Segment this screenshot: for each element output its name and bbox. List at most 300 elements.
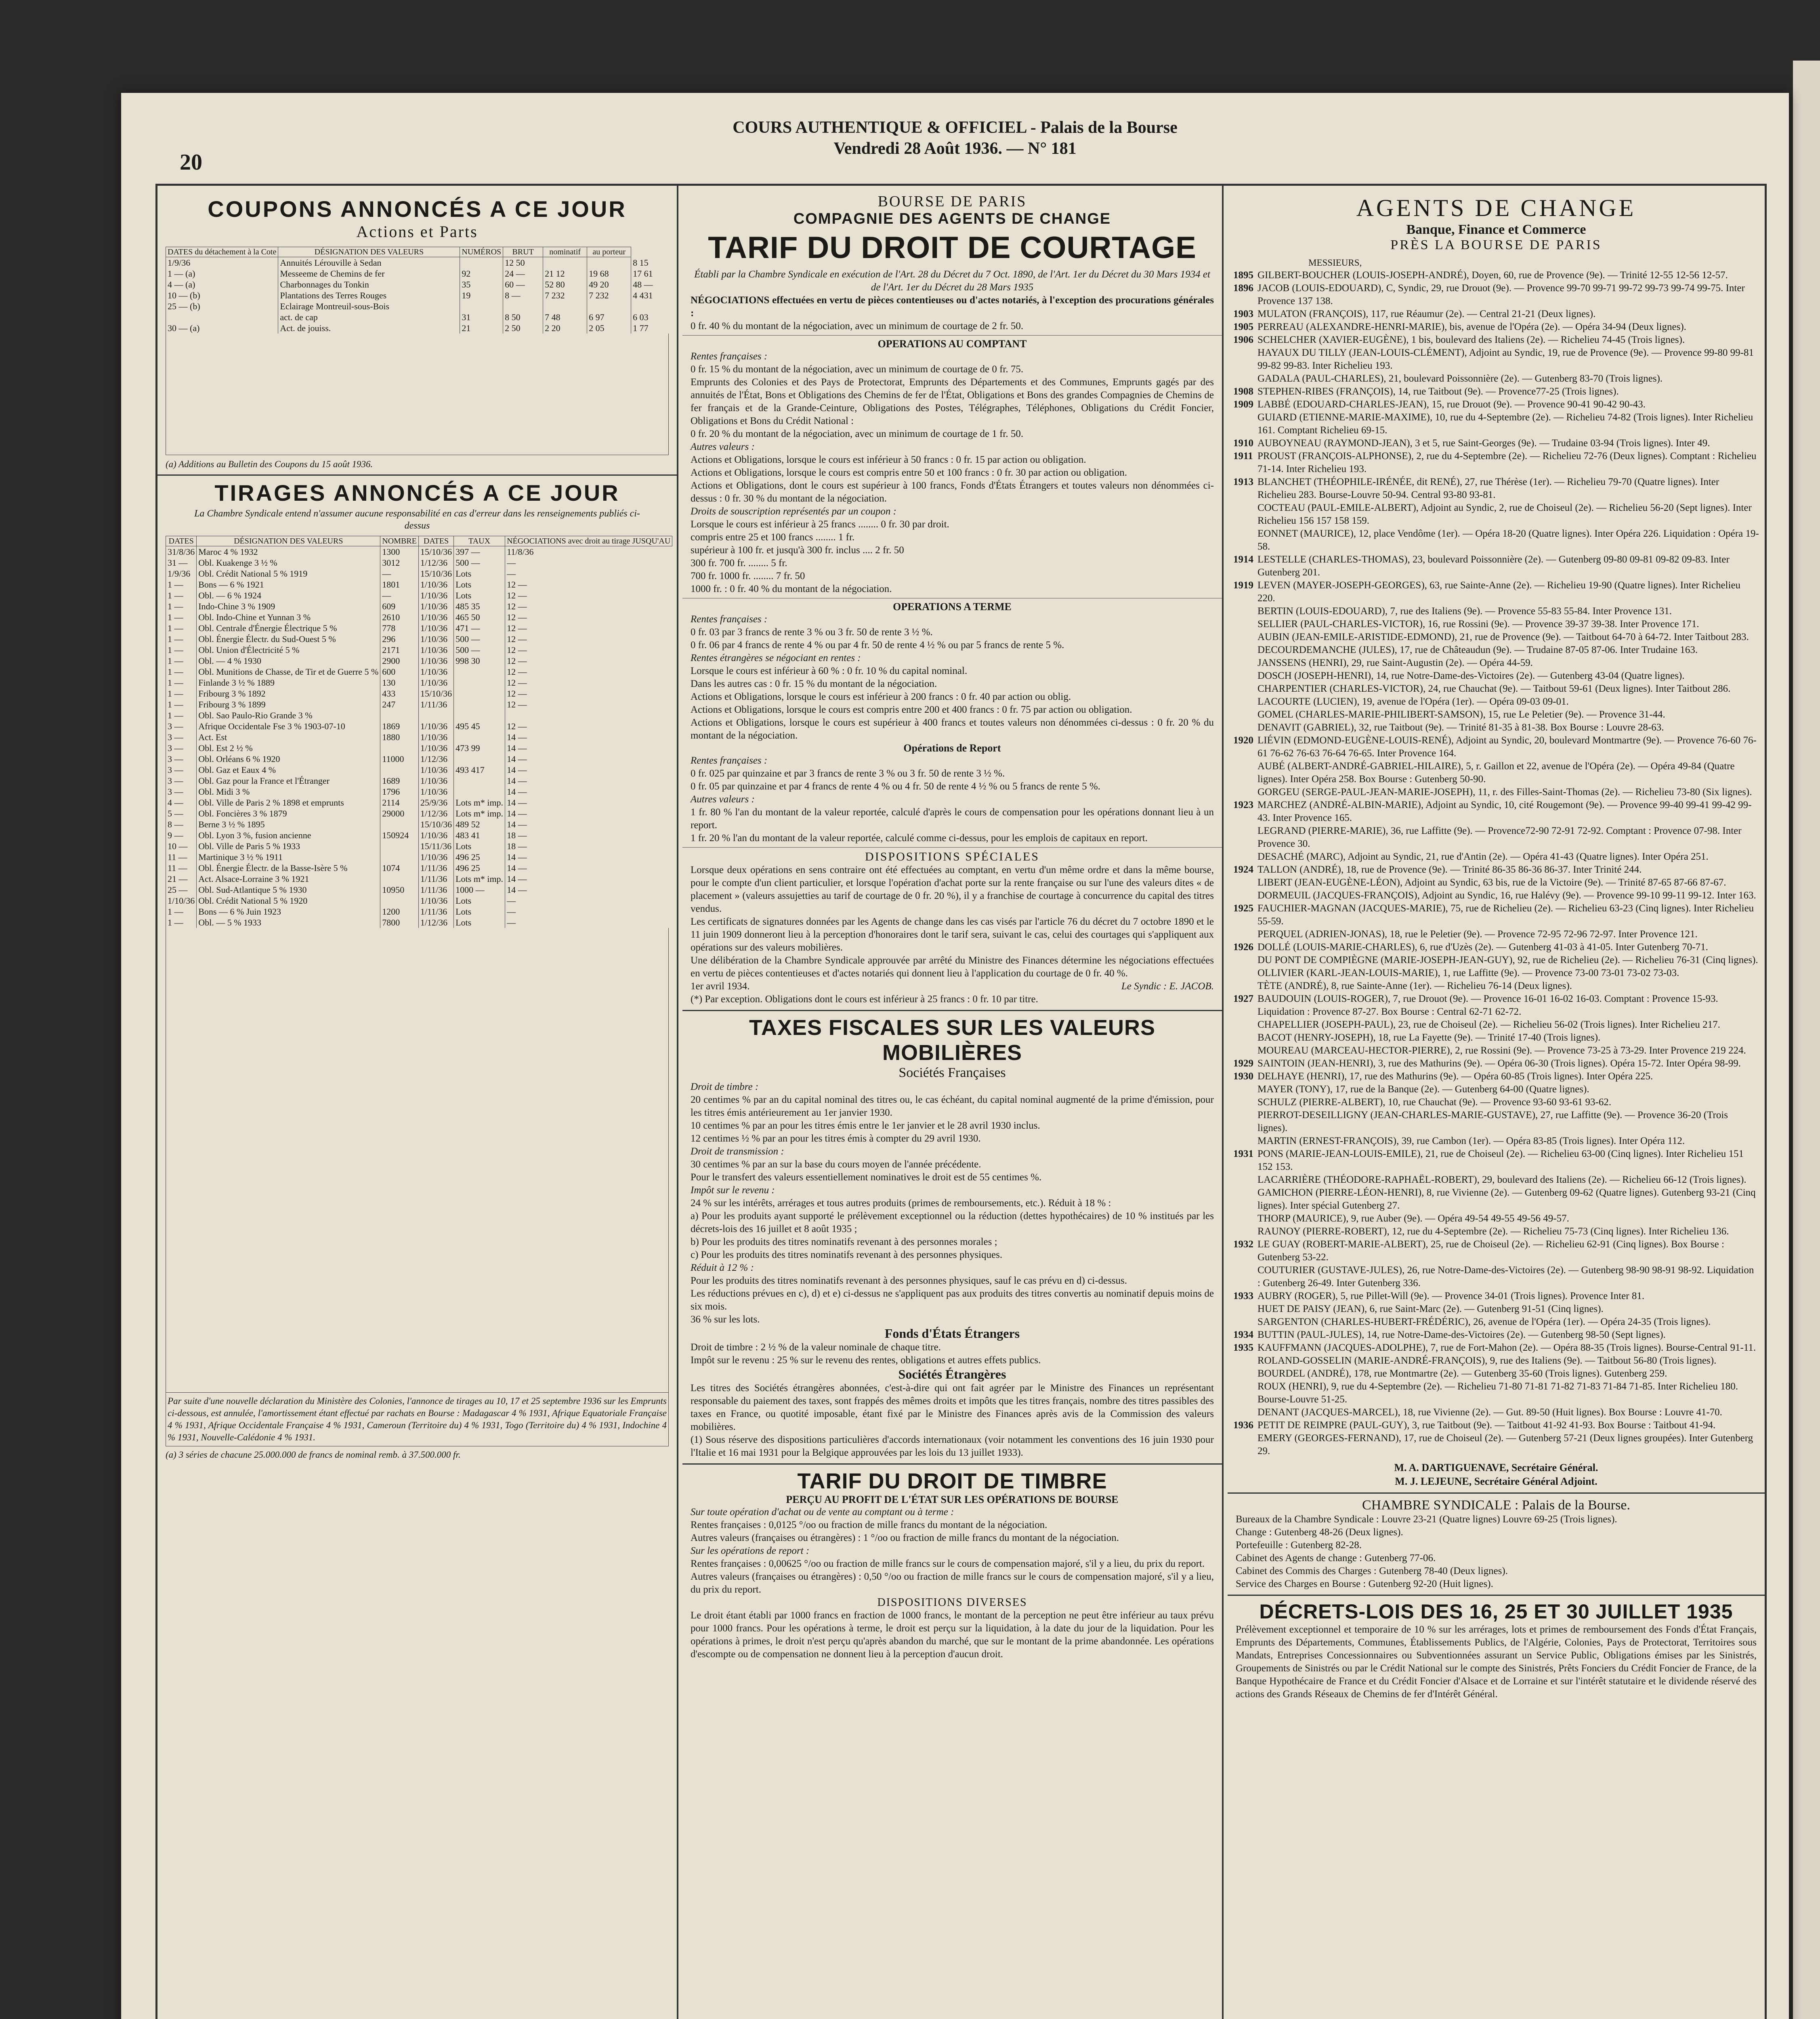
table-row	[166, 797, 672, 808]
agent-entry	[1233, 269, 1759, 282]
agent-details: ROLAND-GOSSELIN (MARIE-ANDRÉ-FRANÇOIS), 9, rue des Italiens (9e). — Taitbout 56-80 (Trois lignes).	[1257, 1355, 1717, 1366]
text-line: Portefeuille : Gutenberg 82-28.	[1236, 1540, 1362, 1551]
table-cell	[454, 775, 505, 786]
agent-entry	[1233, 941, 1759, 954]
table-cell: 1/10/36	[418, 612, 453, 623]
agent-entry	[1233, 1316, 1759, 1329]
table-cell: Obl. — 5 % 1933	[197, 917, 380, 928]
agent-details: EONNET (MAURICE), 12, place Vendôme (1er). — Opéra 18-20 (Quatre lignes). Inter Opéra 226. Liquidation : Opéra 19-58.	[1257, 528, 1759, 552]
agent-year	[1233, 708, 1257, 721]
table-cell: 1/11/36	[418, 863, 453, 873]
table-row	[166, 775, 672, 786]
agent-entry	[1233, 553, 1759, 579]
table-cell: 14 —	[505, 797, 672, 808]
agent-entry	[1233, 1173, 1759, 1186]
agent-details: LEVEN (MAYER-JOSEPH-GEORGES), 63, rue Sainte-Anne (2e). — Richelieu 19-90 (Quatre lignes). Inter Richelieu 220.	[1257, 580, 1741, 604]
agent-details: PONS (MARIE-JEAN-LOUIS-EMILE), 21, rue de Choiseul (2e). — Richelieu 63-00 (Cinq lignes). Inter Richelieu 151 152 153.	[1257, 1148, 1744, 1172]
table-cell: 1 —	[166, 634, 197, 644]
agent-details: MULATON (FRANÇOIS), 117, rue Réaumur (2e). — Central 21-21 (Deux lignes).	[1257, 309, 1596, 319]
table-cell	[587, 301, 631, 312]
agent-details: JACOB (LOUIS-EDOUARD), C, Syndic, 29, rue Drouot (9e). — Provence 99-70 99-71 99-72 99-73 99-74 99-75. Inter Provence 137 138.	[1257, 283, 1745, 306]
table-cell	[454, 732, 505, 743]
table-cell	[166, 312, 278, 323]
agent-year: 1905	[1233, 321, 1253, 332]
table-cell: 18 —	[505, 841, 672, 852]
table-cell: 11/8/36	[505, 546, 672, 558]
agent-details: SCHELCHER (XAVIER-EUGÈNE), 1 bis, boulevard des Italiens (2e). — Richelieu 74-45 (Trois lignes).	[1257, 334, 1685, 345]
table-cell: 609	[380, 601, 419, 612]
agent-year: 1910	[1233, 438, 1253, 449]
table-row	[166, 666, 672, 677]
table-cell: Obl. Énergie Électr. de la Basse-Isère 5 %	[197, 863, 380, 873]
agent-entry	[1233, 734, 1759, 760]
table-cell: Lots	[454, 906, 505, 917]
table-cell	[454, 786, 505, 797]
table-cell: Fribourg 3 % 1899	[197, 699, 380, 710]
agent-entry	[1233, 1432, 1759, 1458]
agent-details: PERREAU (ALEXANDRE-HENRI-MARIE), bis, avenue de l'Opéra (2e). — Opéra 34-94 (Deux lignes).	[1257, 321, 1686, 332]
agent-entry	[1233, 863, 1759, 876]
table-cell: 1 —	[166, 906, 197, 917]
table-row	[166, 852, 672, 863]
agent-year	[1233, 850, 1257, 863]
table-cell: —	[505, 557, 672, 568]
table-cell: 1/10/36	[418, 590, 453, 601]
table-cell: 1/10/36	[418, 623, 453, 634]
tirages-table	[166, 536, 672, 928]
agent-entry	[1233, 876, 1759, 889]
table-cell: 1/11/36	[418, 884, 453, 895]
agent-entry	[1233, 385, 1759, 398]
agent-year	[1233, 1096, 1257, 1109]
text-line: 12 centimes ½ % par an pour les titres émis à compter du 29 avril 1930.	[691, 1133, 981, 1144]
taxes-etr4: (1) Sous réserve des dispositions particulières d'accords internationaux (voir notamment les conventions des 16 juin 1930 pour l'Italie et 16 mai 1931 pour la Belgique approuvées par les lois du 13 juillet 1933).	[691, 1434, 1214, 1458]
table-cell: 21 —	[166, 873, 197, 884]
agent-year	[1233, 1135, 1257, 1148]
table-cell: 500 —	[454, 634, 505, 644]
table-cell: 1/10/36	[418, 852, 453, 863]
text-line: 36 % sur les lots.	[691, 1314, 760, 1325]
agents-sub2: PRÈS LA BOURSE DE PARIS	[1390, 237, 1602, 252]
text-line: Lorsque le cours est inférieur à 60 % : 0 fr. 10 % du capital nominal.	[691, 665, 968, 676]
agent-entry	[1233, 334, 1759, 346]
table-cell: Obl. Centrale d'Énergie Électrique 5 %	[197, 623, 380, 634]
agent-entry	[1233, 1057, 1759, 1070]
agent-details: DECOURDEMANCHE (JULES), 17, rue de Châteaudun (9e). — Trudaine 87-05 87-06. Inter Trudaine 163.	[1257, 644, 1698, 655]
table-cell: 2 50	[503, 323, 543, 334]
taxes-etr3: Les titres des Sociétés étrangères abonnées, c'est-à-dire qui ont fait agréer par le Ministre des Finances un représentant responsable du paiement des taxes, sont frappés des mêmes droits et impôts que les titres français, nombre des titres passibles des taxes en France, ou quotité imposable, étant fixé par le Ministre des Finances après avis de la Commission des valeurs mobilières.	[691, 1383, 1214, 1432]
agent-year: 1929	[1233, 1058, 1253, 1069]
agent-details: GAMICHON (PIERRE-LÉON-HENRI), 8, rue Vivienne (2e). — Gutenberg 09-62 (Quatre lignes). Gutenberg 93-21 (Cinq lignes). Inter spécial Gutenberg 27.	[1257, 1187, 1756, 1211]
table-cell: 8 15	[631, 257, 669, 269]
chambre-lines	[1228, 1513, 1765, 1591]
table-cell: 12 —	[505, 699, 672, 710]
report-lines	[682, 754, 1222, 845]
agent-entry	[1233, 1186, 1759, 1212]
agent-details: HUET DE PAISY (JEAN), 6, rue Saint-Marc (2e). — Gutenberg 91-51 (Cinq lignes).	[1257, 1303, 1604, 1314]
agent-entry	[1233, 1096, 1759, 1109]
agent-year	[1233, 1406, 1257, 1419]
text-line: Emprunts des Colonies et des Pays de Protectorat, Emprunts des Départements et des Communes, Emprunts gagés par des annuités de l'État, Bons et Obligations des Chemins de fer de l'État, Obligations et Bons des grandes Compagnies de Chemins de fer français et de la Grande-Ceinture, Obligations des Postes, Télégraphes, Téléphones, Obligations du Crédit Foncier, Obligations et Bons du Crédit National :	[691, 377, 1214, 426]
agent-details: LACARRIÈRE (THÉODORE-RAPHAËL-ROBERT), 29, boulevard des Italiens (2e). — Richelieu 66-12 (Trois lignes).	[1257, 1174, 1747, 1185]
table-cell: 12 —	[505, 721, 672, 732]
agent-year	[1233, 1083, 1257, 1096]
table-cell: 247	[380, 699, 419, 710]
table-cell: 1/10/36	[166, 895, 197, 906]
table-cell: 15/10/36	[418, 546, 453, 558]
table-row	[166, 764, 672, 775]
table-cell: 7 48	[543, 312, 587, 323]
table-cell: 6 97	[587, 312, 631, 323]
comptant-lines	[682, 350, 1222, 596]
table-cell: Messeeme de Chemins de fer	[278, 268, 460, 279]
table-cell: 60 —	[503, 279, 543, 290]
sec-terme: OPERATIONS A TERME	[893, 601, 1012, 613]
table-cell: 473 99	[454, 743, 505, 753]
timbre-title: TARIF DU DROIT DE TIMBRE	[797, 1469, 1107, 1493]
table-row	[166, 279, 669, 290]
agent-entry	[1233, 1109, 1759, 1135]
tirages-table-continuation	[166, 928, 669, 1392]
agent-details: PETIT DE REIMPRE (PAUL-GUY), 3, rue Taitbout (9e). — Taitbout 41-92 41-93. Box Bourse : Taitbout 41-94.	[1257, 1420, 1716, 1431]
table-cell: Obl. Gaz pour la France et l'Étranger	[197, 775, 380, 786]
text-line: Actions et Obligations, lorsque le cours est compris entre 50 et 100 francs : 0 fr. 30 par action ou obligation.	[691, 467, 1127, 478]
text-line: 30 centimes % par an sur la base du cours moyen de l'année précédente.	[691, 1159, 981, 1170]
table-cell: Obl. Gaz et Eaux 4 %	[197, 764, 380, 775]
table-cell: 1300	[380, 546, 419, 558]
table-cell: 3 —	[166, 786, 197, 797]
column-agents	[1228, 184, 1765, 2019]
agent-details: LEGRAND (PIERRE-MARIE), 36, rue Laffitte (9e). — Provence72-90 72-91 72-92. Comptant : Provence 07-98. Inter Provence 30.	[1257, 825, 1742, 849]
coupons-table-wrap	[166, 247, 669, 470]
column-tarifs	[682, 184, 1224, 2019]
text-line: Change : Gutenberg 48-26 (Deux lignes).	[1236, 1527, 1403, 1538]
table-cell	[454, 710, 505, 721]
table-cell: Lots m* imp.	[454, 808, 505, 819]
table-row	[166, 895, 672, 906]
table-cell: 12 —	[505, 634, 672, 644]
text-line: Bureaux de la Chambre Syndicale : Louvre 23-21 (Quatre lignes) Louvre 69-25 (Trois lignes).	[1236, 1514, 1617, 1525]
agent-entry	[1233, 618, 1759, 631]
sec-comptant: OPERATIONS AU COMPTANT	[877, 338, 1027, 350]
agent-entry	[1233, 321, 1759, 334]
decrets-text: Prélèvement exceptionnel et temporaire de 10 % sur les arrérages, lots et primes de remboursement des Fonds d'État Français, Emprunts des Départements, Communes, Établissements Publics, de l'Algérie, Colonies, Pays de Protectorat, Territoires sous Mandats, Entreprises Concessionnaires ou Subventionnées assurant un Service Public, Obligations émises par les Sinistrés, Groupements de Sinistrés ou par le Crédit National sur le compte des Sinistrés, Prêts Fonciers du Crédit Foncier de France, de la Banque Hypothécaire de France et du Crédit Foncier d'Alsace et de Lorraine et sur l'intérêt statutaire et le dividende réservé des actions des Grands Réseaux de Chemins de fer d'Intérêt Général.	[1236, 1624, 1757, 1700]
agent-details: MARTIN (ERNEST-FRANÇOIS), 39, rue Cambon (1er). — Opéra 83-85 (Trois lignes). Inter Opéra 112.	[1257, 1135, 1685, 1146]
agent-entry	[1233, 450, 1759, 476]
agent-entry	[1233, 670, 1759, 682]
text-line: Droits de souscription représentés par un coupon :	[691, 506, 896, 517]
agent-details: AUBRY (ROGER), 5, rue Pillet-Will (9e). — Provence 34-01 (Trois lignes). Provence Inter 81.	[1257, 1291, 1645, 1301]
agent-entry	[1233, 644, 1759, 657]
text-line: supérieur à 100 fr. et jusqu'à 300 fr. inclus .... 2 fr. 50	[691, 545, 904, 556]
agent-details: GUIARD (ETIENNE-MARIE-MAXIME), 10, rue du 4-Septembre (2e). — Richelieu 74-82 (Trois lignes). Inter Richelieu 161. Comptant Richelieu 69-15.	[1257, 412, 1753, 436]
agent-details: BERTIN (LOUIS-EDOUARD), 7, rue des Italiens (9e). — Provence 55-83 55-84. Inter Provence 131.	[1257, 606, 1672, 617]
table-cell: Plantations des Terres Rouges	[278, 290, 460, 301]
text-line: 0 fr. 20 % du montant de la négociation, avec un minimum de courtage de 1 fr. 50.	[691, 428, 1024, 439]
col-porteur: au porteur	[587, 247, 631, 257]
table-cell: 7 232	[543, 290, 587, 301]
table-cell	[460, 301, 503, 312]
agent-entry	[1233, 1044, 1759, 1057]
table-cell: 1 —	[166, 579, 197, 590]
table-cell: 12 —	[505, 590, 672, 601]
agent-details: PIERROT-DESEILLIGNY (JEAN-CHARLES-MARIE-GUSTAVE), 27, rue Laffitte (9e). — Provence 36-20 (Trois lignes).	[1257, 1110, 1728, 1133]
agent-details: OLLIVIER (KARL-JEAN-LOUIS-MARIE), 1, rue Laffitte (9e). — Provence 73-00 73-01 73-02 73-03.	[1257, 968, 1679, 978]
table-cell: Lots m* imp.	[454, 873, 505, 884]
agent-year	[1233, 1380, 1257, 1406]
text-line: Sur les opérations de report :	[691, 1545, 810, 1556]
agent-year: 1908	[1233, 386, 1253, 397]
agent-entry	[1233, 398, 1759, 411]
table-cell	[543, 301, 587, 312]
table-cell: 17 61	[631, 268, 669, 279]
agent-year: 1913	[1233, 476, 1253, 487]
table-cell: 1/10/36	[418, 677, 453, 688]
coupons-table	[166, 247, 669, 334]
agent-details: LESTELLE (CHARLES-THOMAS), 23, boulevard Poissonnière (2e). — Gutenberg 09-80 09-81 09-82 09-83. Inter Gutenberg 201.	[1257, 554, 1730, 578]
table-cell: 495 45	[454, 721, 505, 732]
table-cell: Maroc 4 % 1932	[197, 546, 380, 558]
agent-details: LABBÉ (EDOUARD-CHARLES-JEAN), 15, rue Drouot (9e). — Provence 90-41 90-42 90-43.	[1257, 399, 1646, 410]
table-cell: 1/10/36	[418, 732, 453, 743]
table-cell: 12 —	[505, 655, 672, 666]
agent-year	[1233, 657, 1257, 670]
table-cell: 7800	[380, 917, 419, 928]
table-cell: 1/10/36	[418, 830, 453, 841]
table-cell	[380, 873, 419, 884]
agent-details: BLANCHET (THÉOPHILE-IRÉNÉE, dit RENÉ), 27, rue Thérèse (1er). — Richelieu 79-70 (Quatre lignes). Inter Richelieu 283. Bourse-Louvre 50-94. Central 93-80 93-81.	[1257, 476, 1719, 500]
table-cell: Obl. Lyon 3 %, fusion ancienne	[197, 830, 380, 841]
agent-details: PROUST (FRANÇOIS-ALPHONSE), 2, rue du 4-Septembre (2e). — Richelieu 72-76 (Deux lignes). Comptant : Richelieu 71-14. Inter Richelieu 193.	[1257, 451, 1757, 474]
agent-details: BUTTIN (PAUL-JULES), 14, rue Notre-Dame-des-Victoires (2e). — Gutenberg 98-50 (Sept lignes).	[1257, 1329, 1666, 1340]
agent-year: 1923	[1233, 800, 1253, 810]
table-row	[166, 579, 672, 590]
table-cell: 12 —	[505, 688, 672, 699]
table-cell: Obl. Ville de Paris 2 % 1898 et emprunts	[197, 797, 380, 808]
table-cell: 12 —	[505, 612, 672, 623]
taxes-sub3: Sociétés Étrangères	[898, 1367, 1006, 1381]
table-cell: 1/10/36	[418, 895, 453, 906]
table-cell: Finlande 3 ½ % 1889	[197, 677, 380, 688]
table-cell: 92	[460, 268, 503, 279]
table-cell: 19 68	[587, 268, 631, 279]
table-cell: 1074	[380, 863, 419, 873]
table-cell: Obl. Union d'Électricité 5 %	[197, 644, 380, 655]
table-cell: Act. Alsace-Lorraine 3 % 1921	[197, 873, 380, 884]
taxes-fr-lines	[682, 1081, 1222, 1326]
agent-entry	[1233, 682, 1759, 695]
table-row	[166, 721, 672, 732]
agent-details: AUBÉ (ALBERT-ANDRÉ-GABRIEL-HILAIRE), 5, r. Gaillon et 22, avenue de l'Opéra (2e). — Opéra 49-84 (Quatre lignes). Inter Opéra 258. Box Bourse : Gutenberg 50-90.	[1257, 761, 1735, 785]
agent-year	[1233, 644, 1257, 657]
table-row	[166, 301, 669, 312]
table-cell: Annuités Lérouville à Sedan	[278, 257, 460, 269]
agent-year	[1233, 1018, 1257, 1031]
table-row	[166, 732, 672, 743]
agent-details: DELHAYE (HENRI), 17, rue des Mathurins (9e). — Opéra 60-85 (Trois lignes). Inter Opéra 225.	[1257, 1071, 1653, 1082]
agent-details: DENANT (JACQUES-MARCEL), 18, rue Vivienne (2e). — Gut. 89-50 (Huit lignes). Box Bourse : Louvre 41-70.	[1257, 1407, 1722, 1418]
table-row	[166, 873, 672, 884]
table-cell: Lots	[454, 579, 505, 590]
agent-entry	[1233, 721, 1759, 734]
table-cell: 433	[380, 688, 419, 699]
table-row	[166, 710, 672, 721]
table-cell: 12 50	[503, 257, 543, 269]
agent-year	[1233, 1031, 1257, 1044]
text-line: Actions et Obligations, lorsque le cours est inférieur à 50 francs : 0 fr. 15 par action ou obligation.	[691, 454, 1086, 465]
table-cell: Lots	[454, 895, 505, 906]
table-cell: 21	[460, 323, 503, 334]
tirages-title: TIRAGES ANNONCÉS A CE JOUR	[214, 480, 620, 506]
masthead	[121, 117, 1789, 159]
table-cell: 500 —	[454, 644, 505, 655]
table-cell: 1/10/36	[418, 764, 453, 775]
table-row	[166, 257, 669, 269]
agent-details: MARCHEZ (ANDRÉ-ALBIN-MARIE), Adjoint au Syndic, 10, cité Rougemont (9e). — Provence 99-40 99-41 99-42 99-43. Inter Provence 165.	[1257, 800, 1752, 823]
table-cell: 4 431	[631, 290, 669, 301]
table-cell: Obl. Midi 3 %	[197, 786, 380, 797]
col-negociations: NÉGOCIATIONS avec droit au tirage JUSQU'AU	[505, 536, 672, 546]
table-row	[166, 568, 672, 579]
table-cell: 485 35	[454, 601, 505, 612]
table-cell	[460, 257, 503, 269]
agent-year	[1233, 954, 1257, 967]
agent-entry	[1233, 1070, 1759, 1083]
agent-year	[1233, 1109, 1257, 1135]
table-row	[166, 546, 672, 558]
disp-text-3: Une délibération de la Chambre Syndicale approuvée par arrêté du Ministre des Finances détermine les négociations effectuées en vertu de pièces contentieuses et d'actes notariés qui donnent lieu à l'application du courtage de 0 fr. 40 %.	[691, 955, 1214, 979]
table-cell: 15/10/36	[418, 688, 453, 699]
table-row	[166, 268, 669, 279]
agent-year	[1233, 605, 1257, 618]
secretaire-general: M. A. DARTIGUENAVE, Secrétaire Général.	[1394, 1462, 1598, 1473]
agent-details: TALLON (ANDRÉ), 18, rue de Provence (9e). — Trinité 86-35 86-36 86-37. Inter Trinité 244.	[1257, 864, 1642, 875]
text-line: Impôt sur le revenu :	[691, 1185, 775, 1196]
bourse-negociations: NÉGOCIATIONS effectuées en vertu de pièces contentieuses ou d'actes notariés, à l'exception des procurations générales :	[691, 295, 1214, 319]
table-cell: 2171	[380, 644, 419, 655]
table-cell: 1 —	[166, 699, 197, 710]
table-cell: 1/12/36	[418, 557, 453, 568]
table-row	[166, 601, 672, 612]
agent-entry	[1233, 1406, 1759, 1419]
table-cell: 296	[380, 634, 419, 644]
agent-entry	[1233, 889, 1759, 902]
bourse-signature: Le Syndic : E. JACOB.	[1121, 981, 1214, 992]
table-cell: 12 —	[505, 644, 672, 655]
table-cell: 493 417	[454, 764, 505, 775]
table-cell: 3 —	[166, 753, 197, 764]
table-cell: 1/11/36	[418, 873, 453, 884]
table-cell: 14 —	[505, 819, 672, 830]
table-cell: 11 —	[166, 863, 197, 873]
table-cell: 25/9/36	[418, 797, 453, 808]
text-line: Cabinet des Commis des Charges : Gutenberg 78-40 (Deux lignes).	[1236, 1566, 1508, 1576]
agent-entry	[1233, 1135, 1759, 1148]
agent-details: HAYAUX DU TILLY (JEAN-LOUIS-CLÉMENT), Adjoint au Syndic, 19, rue de Provence (9e). — Provence 99-80 99-81 99-82 99-83. Inter Richelieu 193.	[1257, 347, 1754, 371]
text-line: 1 fr. 20 % l'an du montant de la valeur reportée, calculé comme ci-dessus, pour les emplois de capitaux en report.	[691, 833, 1148, 844]
table-cell: 1/10/36	[418, 666, 453, 677]
coupons-note: (a) Additions au Bulletin des Coupons du 15 août 1936.	[166, 459, 373, 469]
text-line: Réduit à 12 % :	[691, 1262, 754, 1273]
terme-lines	[682, 613, 1222, 742]
table-cell: 31/8/36	[166, 546, 197, 558]
text-line: Service des Charges en Bourse : Gutenberg 92-20 (Huit lignes).	[1236, 1578, 1493, 1589]
page-number: 20	[180, 150, 202, 175]
agent-year: 1927	[1233, 993, 1253, 1004]
agent-year	[1233, 760, 1257, 786]
agent-year	[1233, 502, 1257, 527]
tirages-table-wrap	[166, 536, 669, 1461]
table-cell: 14 —	[505, 764, 672, 775]
table-row	[166, 323, 669, 334]
text-line: 300 fr. 700 fr. ........ 5 fr.	[691, 558, 787, 569]
agent-entry	[1233, 476, 1759, 502]
table-cell: 48 —	[631, 279, 669, 290]
text-line: 24 % sur les intérêts, arrérages et tous autres produits (primes de remboursements, etc.). Réduit à 18 % :	[691, 1198, 1111, 1209]
agent-year: 1926	[1233, 942, 1253, 953]
text-line: Pour les produits des titres nominatifs revenant à des personnes physiques, sauf le cas prévu en d) ci-dessus.	[691, 1275, 1127, 1286]
agent-details: FAUCHIER-MAGNAN (JACQUES-MARIE), 75, rue de Richelieu (2e). — Richelieu 63-23 (Cinq lignes). Inter Richelieu 55-59.	[1257, 903, 1754, 927]
table-row	[166, 677, 672, 688]
timbre-sub: PERÇU AU PROFIT DE L'ÉTAT SUR LES OPÉRATIONS DE BOURSE	[786, 1494, 1119, 1505]
table-cell: 14 —	[505, 852, 672, 863]
table-row	[166, 634, 672, 644]
text-line: Autres valeurs :	[691, 794, 755, 805]
table-cell: Charbonnages du Tonkin	[278, 279, 460, 290]
agent-details: BAUDOUIN (LOUIS-ROGER), 7, rue Drouot (9e). — Provence 16-01 16-02 16-03. Comptant : Provence 15-93. Liquidation : Provence 87-27. Box Bourse : Central 62-71 62-72.	[1257, 993, 1718, 1017]
text-line: Cabinet des Agents de change : Gutenberg 77-06.	[1236, 1553, 1436, 1564]
agent-year	[1233, 1432, 1257, 1458]
agents-sub1: Banque, Finance et Commerce	[1406, 222, 1586, 237]
agent-details: CHAPELLIER (JOSEPH-PAUL), 23, rue de Choiseul (2e). — Richelieu 56-02 (Trois lignes). Inter Richelieu 217.	[1257, 1019, 1720, 1030]
agent-entry	[1233, 799, 1759, 825]
bourse-date: 1er avril 1934.	[691, 981, 750, 992]
table-cell: 19	[460, 290, 503, 301]
table-cell: Obl. — 4 % 1930	[197, 655, 380, 666]
table-cell: 496 25	[454, 863, 505, 873]
agent-year: 1919	[1233, 580, 1253, 591]
table-cell: 1200	[380, 906, 419, 917]
text-line: 1000 fr. : 0 fr. 40 % du montant de la négociation.	[691, 583, 892, 594]
table-cell: Lots	[454, 917, 505, 928]
agent-entry	[1233, 708, 1759, 721]
table-cell: 778	[380, 623, 419, 634]
agent-entry	[1233, 631, 1759, 644]
table-cell: 465 50	[454, 612, 505, 623]
col-designation: DÉSIGNATION DES VALEURS	[197, 536, 380, 546]
agent-details: MAYER (TONY), 17, rue de la Banque (2e). — Gutenberg 64-00 (Quatre lignes).	[1257, 1084, 1589, 1095]
agent-entry	[1233, 527, 1759, 553]
col-nombre: NOMBRE	[380, 536, 419, 546]
agent-year	[1233, 1354, 1257, 1367]
table-cell: —	[505, 895, 672, 906]
col-numeros: NUMÉROS	[460, 247, 503, 257]
col-nominatif: nominatif	[543, 247, 587, 257]
table-row	[166, 623, 672, 634]
agent-entry	[1233, 928, 1759, 941]
table-cell: —	[380, 568, 419, 579]
agent-entry	[1233, 1419, 1759, 1432]
table-cell: 5 —	[166, 808, 197, 819]
agent-year: 1935	[1233, 1342, 1253, 1353]
timbre-lines	[682, 1506, 1222, 1596]
table-cell: 14 —	[505, 786, 672, 797]
table-cell: Obl. Munitions de Chasse, de Tir et de Guerre 5 %	[197, 666, 380, 677]
table-cell: Indo-Chine 3 % 1909	[197, 601, 380, 612]
agent-year	[1233, 670, 1257, 682]
table-cell	[543, 257, 587, 269]
table-cell: 1 —	[166, 688, 197, 699]
